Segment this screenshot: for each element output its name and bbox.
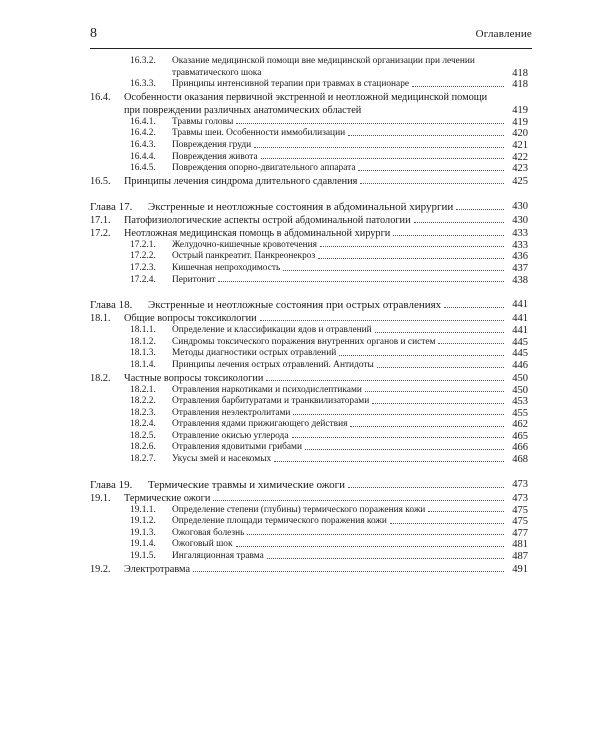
toc-entry[interactable] xyxy=(90,563,528,576)
toc-page-number: 487 xyxy=(512,551,528,563)
toc-entry-label xyxy=(90,325,372,337)
toc-entry-number: 16.4.1. xyxy=(130,116,156,127)
toc-entry-label xyxy=(90,240,317,252)
toc-entry-number: Глава 17. xyxy=(90,200,133,213)
toc-entry-number: 17.2. xyxy=(90,227,111,239)
toc-entry-number: 16.4.2. xyxy=(130,128,156,139)
toc-entry-label xyxy=(90,360,374,372)
toc-entry-number: 18.2.4. xyxy=(130,419,156,430)
toc-page-number: 453 xyxy=(512,396,528,408)
toc-page-number: 475 xyxy=(512,516,528,528)
toc-entry-number: 16.4.3. xyxy=(130,139,156,150)
dot-leader xyxy=(274,461,504,462)
toc-entry[interactable] xyxy=(90,128,528,140)
page-number: 8 xyxy=(90,26,97,41)
dot-leader xyxy=(348,487,504,488)
toc-entry-label xyxy=(90,275,215,287)
toc-entry-number: 18.2.5. xyxy=(130,430,156,441)
toc-entry-label xyxy=(90,175,357,188)
toc-entry[interactable] xyxy=(90,163,528,175)
toc-entry[interactable] xyxy=(90,385,528,397)
toc-entry-number: 18.1.2. xyxy=(130,336,156,347)
toc-entry-number: 18.2.3. xyxy=(130,407,156,418)
toc-entry-title: Принципы лечения острых отравлений. Антидоты xyxy=(172,359,374,370)
chapter-gap xyxy=(90,286,528,298)
toc-entry-title: Определение площади термического поражения кожи xyxy=(172,516,387,527)
toc-entry-number: 19.1.2. xyxy=(130,516,156,527)
toc-entry[interactable] xyxy=(90,56,528,79)
toc-entry-number: 19.1. xyxy=(90,492,111,504)
toc-entry-label xyxy=(90,492,210,505)
toc-entry-number: 16.3.3. xyxy=(130,79,156,90)
toc-page-number: 421 xyxy=(512,139,528,151)
dot-leader xyxy=(348,135,504,136)
toc-page-number: 441 xyxy=(512,299,528,311)
toc-entry[interactable] xyxy=(90,516,528,528)
toc-entry-number: 16.4.5. xyxy=(130,163,156,174)
toc-entry[interactable] xyxy=(90,419,528,431)
toc-entry-title: Отравления барбитуратами и транквилизаторами xyxy=(172,396,370,407)
toc-entry-label xyxy=(90,505,425,517)
dot-leader xyxy=(365,391,504,392)
dot-leader xyxy=(293,414,504,415)
toc-entry-title: Отравления ядовитыми грибами xyxy=(172,442,302,453)
toc-entry[interactable] xyxy=(90,91,528,117)
toc-entry-title: Принципы интенсивной терапии при травмах в стационаре xyxy=(172,79,410,90)
toc-entry-title: Синдромы токсического поражения внутренних органов и систем xyxy=(172,336,436,347)
toc-entry[interactable] xyxy=(90,505,528,517)
dot-leader xyxy=(456,209,504,210)
toc-entry-label xyxy=(90,56,501,79)
table-of-contents xyxy=(90,56,528,576)
toc-entry-title: Термические травмы и химические ожоги xyxy=(148,478,345,491)
dot-leader xyxy=(236,123,504,124)
toc-entry-number: 19.1.4. xyxy=(130,539,156,550)
toc-entry-title: Неотложная медицинская помощь в абдоминальной хирурги xyxy=(124,227,391,239)
dot-leader xyxy=(360,183,504,184)
dot-leader xyxy=(358,170,504,171)
toc-entry-label xyxy=(90,128,345,140)
toc-entry-title: Повреждения опорно-двигательного аппарата xyxy=(172,163,356,174)
toc-entry-number: 16.4.4. xyxy=(130,151,156,162)
toc-entry-title: Ожоговый шок xyxy=(172,539,233,550)
dot-leader xyxy=(193,571,504,572)
toc-entry-number: 17.1. xyxy=(90,214,111,226)
toc-entry-label xyxy=(90,408,290,420)
dot-leader xyxy=(218,281,504,282)
toc-entry[interactable] xyxy=(90,539,528,551)
toc-chapter[interactable] xyxy=(90,200,528,214)
toc-entry[interactable] xyxy=(90,117,528,129)
toc-page-number: 445 xyxy=(512,336,528,348)
toc-entry-title: Укусы змей и насекомых xyxy=(172,454,272,465)
toc-entry-title: Частные вопросы токсикологии xyxy=(124,372,264,384)
toc-entry-label xyxy=(90,563,190,576)
toc-page-number: 433 xyxy=(512,239,528,251)
toc-entry-title: Экстренные и неотложные состояния в абдоминальной хирургии xyxy=(148,200,454,213)
toc-entry-number: 18.1.3. xyxy=(130,348,156,359)
toc-entry-number: 16.5. xyxy=(90,175,111,187)
chapter-gap xyxy=(90,188,528,200)
toc-page-number: 445 xyxy=(512,348,528,360)
dot-leader xyxy=(428,511,504,512)
toc-entry-title: Ожоговая болезнь xyxy=(172,527,245,538)
toc-entry-title: Травмы шеи. Особенности иммобилизации xyxy=(172,128,346,139)
toc-entry-label xyxy=(90,348,336,360)
toc-entry-number: 18.1.1. xyxy=(130,325,156,336)
toc-page-number: 425 xyxy=(512,175,528,187)
toc-entry-number: 19.2. xyxy=(90,563,111,575)
toc-entry-label xyxy=(90,396,369,408)
toc-entry[interactable] xyxy=(90,408,528,420)
toc-entry-label xyxy=(90,372,263,385)
dot-leader xyxy=(444,307,504,308)
toc-entry-label xyxy=(90,200,453,214)
dot-leader xyxy=(372,403,504,404)
toc-entry-number: 18.2.2. xyxy=(130,396,156,407)
toc-entry-title: Перитонит xyxy=(172,274,216,285)
toc-entry[interactable] xyxy=(90,275,528,287)
toc-entry-title: Ингаляционная травма xyxy=(172,551,264,562)
toc-page-number: 436 xyxy=(512,251,528,263)
dot-leader xyxy=(247,534,504,535)
toc-entry[interactable] xyxy=(90,551,528,563)
toc-entry-number: 18.2.7. xyxy=(130,454,156,465)
toc-page-number: 475 xyxy=(512,504,528,516)
toc-entry[interactable] xyxy=(90,175,528,188)
toc-entry-number: 18.2.6. xyxy=(130,442,156,453)
toc-page-number: 477 xyxy=(512,527,528,539)
toc-entry-number: 16.3.2. xyxy=(130,56,156,66)
toc-entry-title: Отравления неэлектролитами xyxy=(172,407,291,418)
toc-entry-label xyxy=(90,431,289,443)
running-header xyxy=(90,26,532,49)
dot-leader xyxy=(292,437,505,438)
toc-entry-label xyxy=(90,454,271,466)
toc-entry-title: Повреждения груди xyxy=(172,139,252,150)
toc-chapter[interactable] xyxy=(90,298,528,312)
toc-entry-title: Острый панкреатит. Панкреонекроз xyxy=(172,251,316,262)
toc-entry-label xyxy=(90,528,244,540)
toc-entry-number: Глава 18. xyxy=(90,299,133,312)
toc-entry-title: Кишечная непроходимость xyxy=(172,262,281,273)
toc-entry-label xyxy=(90,91,501,117)
dot-leader xyxy=(438,343,504,344)
toc-entry-number: 19.1.3. xyxy=(130,527,156,538)
toc-entry-label xyxy=(90,163,355,175)
toc-page-number: 462 xyxy=(512,419,528,431)
toc-entry-title: Электротравма xyxy=(124,563,191,575)
toc-page-number: 450 xyxy=(512,384,528,396)
toc-page-number: 423 xyxy=(512,163,528,175)
toc-entry[interactable] xyxy=(90,79,528,91)
toc-page-number: 420 xyxy=(512,128,528,140)
toc-entry-number: 17.2.4. xyxy=(130,274,156,285)
toc-entry[interactable] xyxy=(90,263,528,275)
toc-entry[interactable] xyxy=(90,140,528,152)
toc-entry-title: Патофизиологические аспекты острой абдоминальной патологии xyxy=(124,214,411,226)
toc-entry-label xyxy=(90,312,257,325)
toc-entry-label xyxy=(90,419,347,431)
toc-page-number: 422 xyxy=(512,151,528,163)
dot-leader xyxy=(320,246,504,247)
toc-entry-number: 19.1.5. xyxy=(130,551,156,562)
toc-entry[interactable] xyxy=(90,240,528,252)
toc-entry-number: 18.1. xyxy=(90,313,111,325)
toc-entry-title: Экстренные и неотложные состояния при острых отравлениях xyxy=(148,299,442,312)
chapter-gap xyxy=(90,466,528,478)
toc-entry[interactable] xyxy=(90,431,528,443)
toc-entry-number: 18.1.4. xyxy=(130,359,156,370)
toc-entry[interactable] xyxy=(90,442,528,454)
dot-leader xyxy=(236,546,504,547)
toc-entry[interactable] xyxy=(90,492,528,505)
toc-page-number: 491 xyxy=(512,563,528,575)
toc-entry-number: 16.4. xyxy=(90,91,111,103)
toc-entry-title: Отравления наркотиками и психодислептиками xyxy=(172,384,362,395)
toc-entry-title: Отравления ядами прижигающего действия xyxy=(172,419,348,430)
dot-leader xyxy=(375,332,504,333)
toc-entry-number: Глава 19. xyxy=(90,478,133,491)
toc-page-number: 438 xyxy=(512,274,528,286)
toc-page-number: 418 xyxy=(512,79,528,91)
toc-entry[interactable] xyxy=(90,372,528,385)
toc-entry-number: 19.1.1. xyxy=(130,504,156,515)
dot-leader xyxy=(412,86,504,87)
toc-entry-number: 18.2.1. xyxy=(130,384,156,395)
toc-entry-title: Определение степени (глубины) термического поражения кожи xyxy=(172,504,426,515)
toc-page-number: 473 xyxy=(512,492,528,504)
dot-leader xyxy=(339,355,504,356)
toc-page-number: 433 xyxy=(512,227,528,239)
toc-page-number: 468 xyxy=(512,454,528,466)
toc-page-number: 441 xyxy=(512,325,528,337)
toc-page-number: 450 xyxy=(512,372,528,384)
toc-entry-label xyxy=(90,385,362,397)
toc-entry[interactable] xyxy=(90,214,528,227)
toc-page-number: 419 xyxy=(512,104,528,116)
dot-leader xyxy=(260,320,504,321)
toc-entry[interactable] xyxy=(90,251,528,263)
toc-entry-label xyxy=(90,227,390,240)
toc-page-number: 441 xyxy=(512,313,528,325)
toc-entry-number: 17.2.1. xyxy=(130,239,156,250)
toc-page-number: 465 xyxy=(512,430,528,442)
dot-leader xyxy=(414,222,504,223)
toc-entry-label xyxy=(90,251,315,263)
toc-entry[interactable] xyxy=(90,360,528,372)
dot-leader xyxy=(254,147,504,148)
toc-entry-title: Отравление окисью углерода xyxy=(172,430,289,441)
dot-leader xyxy=(393,235,504,236)
dot-leader xyxy=(213,500,504,501)
toc-entry-title: Термические ожоги xyxy=(124,492,211,504)
toc-entry-label xyxy=(90,337,435,349)
toc-page-number: 430 xyxy=(512,214,528,226)
toc-page-number: 466 xyxy=(512,442,528,454)
toc-page-number: 430 xyxy=(512,200,528,212)
toc-entry-label xyxy=(90,117,233,129)
toc-entry-title: Повреждения живота xyxy=(172,151,258,162)
toc-entry-number: 17.2.3. xyxy=(130,262,156,273)
toc-entry-label xyxy=(90,263,280,275)
toc-page-number: 419 xyxy=(512,116,528,128)
toc-entry[interactable] xyxy=(90,312,528,325)
toc-entry-label xyxy=(90,539,233,551)
toc-entry[interactable] xyxy=(90,396,528,408)
toc-entry[interactable] xyxy=(90,152,528,164)
toc-entry-label xyxy=(90,478,345,492)
toc-page-number: 418 xyxy=(512,67,528,79)
toc-entry-label xyxy=(90,551,264,563)
toc-entry-title: Травмы головы xyxy=(172,116,234,127)
toc-entry[interactable] xyxy=(90,227,528,240)
toc-page-number: 446 xyxy=(512,359,528,371)
dot-leader xyxy=(390,523,504,524)
toc-entry-title: Оказание медицинской помощи вне медицинской организации при лечении травматического шока xyxy=(172,56,475,78)
toc-entry-title: Методы диагностики острых отравлений xyxy=(172,348,337,359)
toc-entry-label xyxy=(90,298,441,312)
toc-entry-number: 17.2.2. xyxy=(130,251,156,262)
toc-page-number: 455 xyxy=(512,407,528,419)
toc-entry[interactable] xyxy=(90,337,528,349)
toc-chapter[interactable] xyxy=(90,478,528,492)
toc-entry-title: Принципы лечения синдрома длительного сдавления xyxy=(124,175,358,187)
dot-leader xyxy=(267,558,504,559)
toc-entry-label xyxy=(90,79,409,91)
dot-leader xyxy=(377,367,504,368)
toc-entry-label xyxy=(90,516,387,528)
dot-leader xyxy=(305,449,504,450)
toc-entry-label xyxy=(90,214,411,227)
toc-entry[interactable] xyxy=(90,454,528,466)
dot-leader xyxy=(283,270,504,271)
dot-leader xyxy=(350,426,504,427)
toc-page-number: 473 xyxy=(512,478,528,490)
section-title: Оглавление xyxy=(475,28,532,40)
toc-entry-title: Особенности оказания первичной экстренной и неотложной медицинской помощи при повреждении различных анатомических областей xyxy=(124,91,488,116)
dot-leader xyxy=(266,380,504,381)
toc-entry[interactable] xyxy=(90,528,528,540)
toc-entry[interactable] xyxy=(90,348,528,360)
toc-page-number: 437 xyxy=(512,262,528,274)
dot-leader xyxy=(318,258,504,259)
toc-entry-title: Желудочно-кишечные кровотечения xyxy=(172,239,317,250)
toc-entry[interactable] xyxy=(90,325,528,337)
toc-page-number: 481 xyxy=(512,539,528,551)
toc-entry-label xyxy=(90,140,251,152)
toc-entry-title: Определение и классификации ядов и отравлений xyxy=(172,325,372,336)
dot-leader xyxy=(261,158,504,159)
toc-entry-title: Общие вопросы токсикологии xyxy=(124,313,257,325)
toc-entry-number: 18.2. xyxy=(90,372,111,384)
toc-entry-label xyxy=(90,442,302,454)
toc-entry-label xyxy=(90,152,258,164)
